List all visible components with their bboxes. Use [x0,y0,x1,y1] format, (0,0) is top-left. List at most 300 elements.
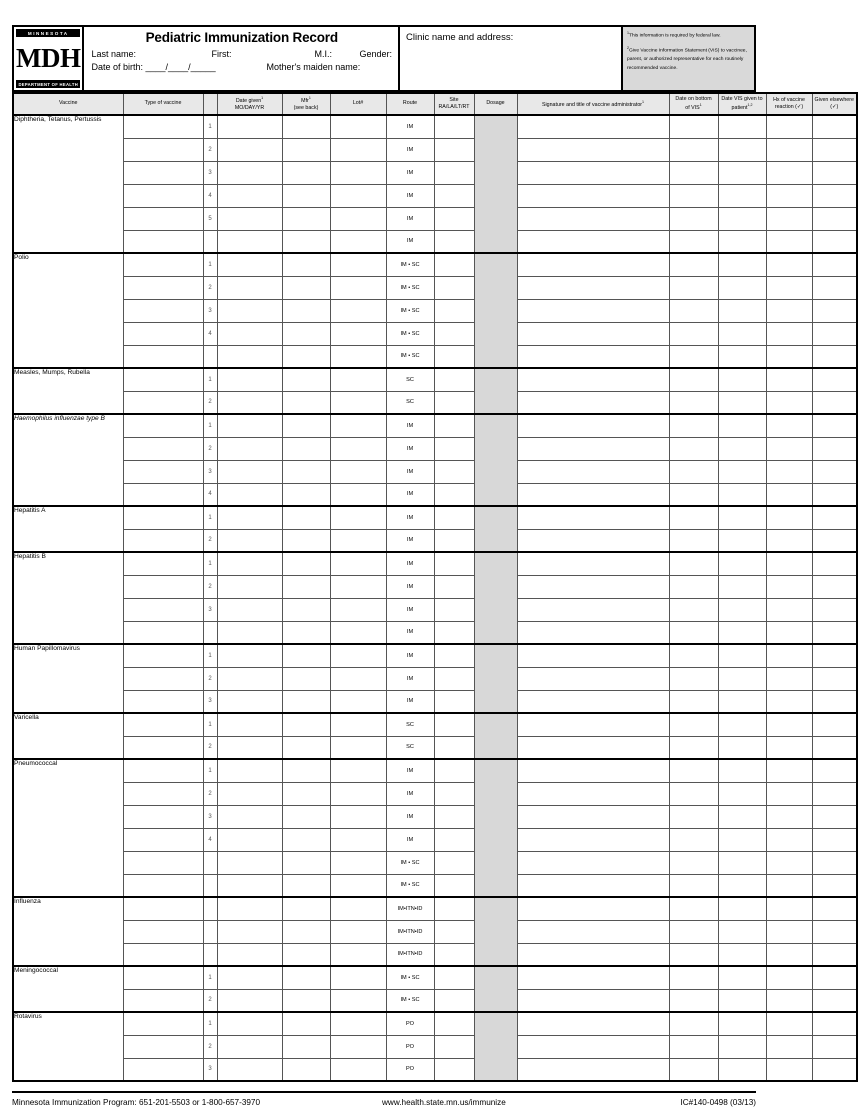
site-cell[interactable] [434,897,474,920]
date-given-cell[interactable] [217,230,282,253]
signature-cell[interactable] [517,253,669,276]
signature-cell[interactable] [517,460,669,483]
site-cell[interactable] [434,920,474,943]
date-on-vis-cell[interactable] [669,506,718,529]
site-cell[interactable] [434,184,474,207]
site-cell[interactable] [434,161,474,184]
given-elsewhere-cell[interactable] [812,943,857,966]
lot-number-cell[interactable] [330,184,386,207]
date-given-cell[interactable] [217,529,282,552]
mfr-cell[interactable] [282,575,330,598]
mfr-cell[interactable] [282,184,330,207]
type-of-vaccine-cell[interactable] [123,943,203,966]
signature-cell[interactable] [517,299,669,322]
date-on-vis-cell[interactable] [669,989,718,1012]
date-vis-given-cell[interactable] [718,782,766,805]
date-given-cell[interactable] [217,138,282,161]
given-elsewhere-cell[interactable] [812,989,857,1012]
hx-reaction-cell[interactable] [766,598,812,621]
given-elsewhere-cell[interactable] [812,529,857,552]
date-vis-given-cell[interactable] [718,322,766,345]
lot-number-cell[interactable] [330,920,386,943]
middle-initial-label[interactable]: M.I.: [314,49,332,59]
mothers-maiden-name-label[interactable]: Mother's maiden name: [266,62,361,72]
mfr-cell[interactable] [282,115,330,138]
type-of-vaccine-cell[interactable] [123,966,203,989]
given-elsewhere-cell[interactable] [812,460,857,483]
date-given-cell[interactable] [217,207,282,230]
date-given-cell[interactable] [217,437,282,460]
date-on-vis-cell[interactable] [669,575,718,598]
site-cell[interactable] [434,713,474,736]
date-on-vis-cell[interactable] [669,138,718,161]
given-elsewhere-cell[interactable] [812,345,857,368]
date-given-cell[interactable] [217,1058,282,1081]
type-of-vaccine-cell[interactable] [123,782,203,805]
given-elsewhere-cell[interactable] [812,713,857,736]
type-of-vaccine-cell[interactable] [123,1035,203,1058]
date-given-cell[interactable] [217,874,282,897]
given-elsewhere-cell[interactable] [812,736,857,759]
site-cell[interactable] [434,1035,474,1058]
date-vis-given-cell[interactable] [718,368,766,391]
date-vis-given-cell[interactable] [718,483,766,506]
first-name-label[interactable]: First: [211,49,232,59]
given-elsewhere-cell[interactable] [812,368,857,391]
site-cell[interactable] [434,1012,474,1035]
date-on-vis-cell[interactable] [669,667,718,690]
date-given-cell[interactable] [217,828,282,851]
signature-cell[interactable] [517,966,669,989]
mfr-cell[interactable] [282,391,330,414]
signature-cell[interactable] [517,621,669,644]
mfr-cell[interactable] [282,529,330,552]
type-of-vaccine-cell[interactable] [123,368,203,391]
date-given-cell[interactable] [217,299,282,322]
given-elsewhere-cell[interactable] [812,552,857,575]
mfr-cell[interactable] [282,828,330,851]
lot-number-cell[interactable] [330,667,386,690]
given-elsewhere-cell[interactable] [812,414,857,437]
mfr-cell[interactable] [282,1035,330,1058]
date-given-cell[interactable] [217,483,282,506]
date-on-vis-cell[interactable] [669,529,718,552]
lot-number-cell[interactable] [330,1035,386,1058]
date-vis-given-cell[interactable] [718,598,766,621]
lot-number-cell[interactable] [330,644,386,667]
type-of-vaccine-cell[interactable] [123,483,203,506]
date-given-cell[interactable] [217,805,282,828]
given-elsewhere-cell[interactable] [812,966,857,989]
mfr-cell[interactable] [282,874,330,897]
date-given-cell[interactable] [217,460,282,483]
site-cell[interactable] [434,230,474,253]
hx-reaction-cell[interactable] [766,713,812,736]
lot-number-cell[interactable] [330,483,386,506]
site-cell[interactable] [434,828,474,851]
hx-reaction-cell[interactable] [766,184,812,207]
date-on-vis-cell[interactable] [669,391,718,414]
date-given-cell[interactable] [217,690,282,713]
hx-reaction-cell[interactable] [766,391,812,414]
given-elsewhere-cell[interactable] [812,874,857,897]
type-of-vaccine-cell[interactable] [123,621,203,644]
type-of-vaccine-cell[interactable] [123,529,203,552]
date-vis-given-cell[interactable] [718,897,766,920]
date-given-cell[interactable] [217,736,282,759]
date-on-vis-cell[interactable] [669,276,718,299]
given-elsewhere-cell[interactable] [812,253,857,276]
signature-cell[interactable] [517,644,669,667]
date-given-cell[interactable] [217,989,282,1012]
signature-cell[interactable] [517,782,669,805]
signature-cell[interactable] [517,690,669,713]
date-vis-given-cell[interactable] [718,414,766,437]
site-cell[interactable] [434,506,474,529]
date-vis-given-cell[interactable] [718,115,766,138]
date-on-vis-cell[interactable] [669,1058,718,1081]
site-cell[interactable] [434,690,474,713]
site-cell[interactable] [434,667,474,690]
date-given-cell[interactable] [217,253,282,276]
date-vis-given-cell[interactable] [718,644,766,667]
date-vis-given-cell[interactable] [718,943,766,966]
type-of-vaccine-cell[interactable] [123,1058,203,1081]
date-vis-given-cell[interactable] [718,920,766,943]
lot-number-cell[interactable] [330,460,386,483]
signature-cell[interactable] [517,759,669,782]
type-of-vaccine-cell[interactable] [123,460,203,483]
hx-reaction-cell[interactable] [766,483,812,506]
given-elsewhere-cell[interactable] [812,667,857,690]
date-on-vis-cell[interactable] [669,414,718,437]
type-of-vaccine-cell[interactable] [123,736,203,759]
site-cell[interactable] [434,414,474,437]
site-cell[interactable] [434,529,474,552]
given-elsewhere-cell[interactable] [812,115,857,138]
date-given-cell[interactable] [217,184,282,207]
site-cell[interactable] [434,782,474,805]
hx-reaction-cell[interactable] [766,621,812,644]
site-cell[interactable] [434,253,474,276]
date-given-cell[interactable] [217,368,282,391]
mfr-cell[interactable] [282,1058,330,1081]
date-given-cell[interactable] [217,575,282,598]
site-cell[interactable] [434,1058,474,1081]
date-given-cell[interactable] [217,759,282,782]
date-given-cell[interactable] [217,598,282,621]
signature-cell[interactable] [517,989,669,1012]
date-vis-given-cell[interactable] [718,207,766,230]
lot-number-cell[interactable] [330,851,386,874]
type-of-vaccine-cell[interactable] [123,598,203,621]
given-elsewhere-cell[interactable] [812,897,857,920]
given-elsewhere-cell[interactable] [812,1058,857,1081]
date-of-birth-field[interactable] [91,62,266,72]
date-given-cell[interactable] [217,667,282,690]
given-elsewhere-cell[interactable] [812,575,857,598]
hx-reaction-cell[interactable] [766,138,812,161]
type-of-vaccine-cell[interactable] [123,230,203,253]
date-on-vis-cell[interactable] [669,736,718,759]
date-vis-given-cell[interactable] [718,345,766,368]
mfr-cell[interactable] [282,230,330,253]
date-on-vis-cell[interactable] [669,874,718,897]
hx-reaction-cell[interactable] [766,207,812,230]
hx-reaction-cell[interactable] [766,368,812,391]
hx-reaction-cell[interactable] [766,644,812,667]
date-on-vis-cell[interactable] [669,437,718,460]
lot-number-cell[interactable] [330,1012,386,1035]
mfr-cell[interactable] [282,782,330,805]
lot-number-cell[interactable] [330,115,386,138]
footer-website[interactable]: www.health.state.mn.us/immunize [382,1098,506,1107]
lot-number-cell[interactable] [330,966,386,989]
site-cell[interactable] [434,322,474,345]
signature-cell[interactable] [517,391,669,414]
lot-number-cell[interactable] [330,552,386,575]
date-given-cell[interactable] [217,161,282,184]
hx-reaction-cell[interactable] [766,759,812,782]
date-vis-given-cell[interactable] [718,575,766,598]
date-on-vis-cell[interactable] [669,299,718,322]
type-of-vaccine-cell[interactable] [123,759,203,782]
given-elsewhere-cell[interactable] [812,299,857,322]
signature-cell[interactable] [517,437,669,460]
date-vis-given-cell[interactable] [718,184,766,207]
given-elsewhere-cell[interactable] [812,483,857,506]
hx-reaction-cell[interactable] [766,529,812,552]
mfr-cell[interactable] [282,897,330,920]
hx-reaction-cell[interactable] [766,943,812,966]
given-elsewhere-cell[interactable] [812,621,857,644]
type-of-vaccine-cell[interactable] [123,552,203,575]
lot-number-cell[interactable] [330,575,386,598]
mfr-cell[interactable] [282,920,330,943]
date-vis-given-cell[interactable] [718,460,766,483]
signature-cell[interactable] [517,184,669,207]
signature-cell[interactable] [517,115,669,138]
date-vis-given-cell[interactable] [718,391,766,414]
date-on-vis-cell[interactable] [669,851,718,874]
hx-reaction-cell[interactable] [766,230,812,253]
date-vis-given-cell[interactable] [718,828,766,851]
site-cell[interactable] [434,345,474,368]
date-given-cell[interactable] [217,966,282,989]
given-elsewhere-cell[interactable] [812,207,857,230]
type-of-vaccine-cell[interactable] [123,989,203,1012]
mfr-cell[interactable] [282,759,330,782]
date-vis-given-cell[interactable] [718,805,766,828]
lot-number-cell[interactable] [330,713,386,736]
hx-reaction-cell[interactable] [766,322,812,345]
date-on-vis-cell[interactable] [669,621,718,644]
type-of-vaccine-cell[interactable] [123,437,203,460]
site-cell[interactable] [434,851,474,874]
type-of-vaccine-cell[interactable] [123,184,203,207]
site-cell[interactable] [434,368,474,391]
signature-cell[interactable] [517,897,669,920]
date-on-vis-cell[interactable] [669,598,718,621]
signature-cell[interactable] [517,805,669,828]
signature-cell[interactable] [517,1058,669,1081]
date-vis-given-cell[interactable] [718,851,766,874]
hx-reaction-cell[interactable] [766,1035,812,1058]
date-given-cell[interactable] [217,322,282,345]
mfr-cell[interactable] [282,437,330,460]
hx-reaction-cell[interactable] [766,667,812,690]
lot-number-cell[interactable] [330,207,386,230]
date-on-vis-cell[interactable] [669,230,718,253]
hx-reaction-cell[interactable] [766,736,812,759]
date-vis-given-cell[interactable] [718,966,766,989]
mfr-cell[interactable] [282,414,330,437]
type-of-vaccine-cell[interactable] [123,161,203,184]
hx-reaction-cell[interactable] [766,414,812,437]
lot-number-cell[interactable] [330,989,386,1012]
mfr-cell[interactable] [282,138,330,161]
hx-reaction-cell[interactable] [766,1012,812,1035]
given-elsewhere-cell[interactable] [812,276,857,299]
date-on-vis-cell[interactable] [669,184,718,207]
date-on-vis-cell[interactable] [669,207,718,230]
given-elsewhere-cell[interactable] [812,391,857,414]
type-of-vaccine-cell[interactable] [123,115,203,138]
date-given-cell[interactable] [217,644,282,667]
date-vis-given-cell[interactable] [718,437,766,460]
mfr-cell[interactable] [282,161,330,184]
last-name-label[interactable]: Last name: [91,49,137,59]
site-cell[interactable] [434,989,474,1012]
date-on-vis-cell[interactable] [669,805,718,828]
date-vis-given-cell[interactable] [718,506,766,529]
date-vis-given-cell[interactable] [718,299,766,322]
given-elsewhere-cell[interactable] [812,506,857,529]
hx-reaction-cell[interactable] [766,552,812,575]
given-elsewhere-cell[interactable] [812,1035,857,1058]
hx-reaction-cell[interactable] [766,920,812,943]
signature-cell[interactable] [517,276,669,299]
hx-reaction-cell[interactable] [766,782,812,805]
date-given-cell[interactable] [217,115,282,138]
date-vis-given-cell[interactable] [718,690,766,713]
given-elsewhere-cell[interactable] [812,230,857,253]
type-of-vaccine-cell[interactable] [123,897,203,920]
lot-number-cell[interactable] [330,276,386,299]
date-on-vis-cell[interactable] [669,943,718,966]
date-on-vis-cell[interactable] [669,1012,718,1035]
signature-cell[interactable] [517,920,669,943]
hx-reaction-cell[interactable] [766,161,812,184]
given-elsewhere-cell[interactable] [812,644,857,667]
mfr-cell[interactable] [282,207,330,230]
lot-number-cell[interactable] [330,345,386,368]
given-elsewhere-cell[interactable] [812,184,857,207]
hx-reaction-cell[interactable] [766,437,812,460]
lot-number-cell[interactable] [330,598,386,621]
date-vis-given-cell[interactable] [718,736,766,759]
site-cell[interactable] [434,598,474,621]
signature-cell[interactable] [517,736,669,759]
signature-cell[interactable] [517,483,669,506]
given-elsewhere-cell[interactable] [812,920,857,943]
mfr-cell[interactable] [282,736,330,759]
signature-cell[interactable] [517,368,669,391]
mfr-cell[interactable] [282,483,330,506]
date-given-cell[interactable] [217,345,282,368]
hx-reaction-cell[interactable] [766,828,812,851]
hx-reaction-cell[interactable] [766,345,812,368]
signature-cell[interactable] [517,851,669,874]
site-cell[interactable] [434,759,474,782]
date-given-cell[interactable] [217,1035,282,1058]
mfr-cell[interactable] [282,253,330,276]
signature-cell[interactable] [517,161,669,184]
site-cell[interactable] [434,138,474,161]
date-on-vis-cell[interactable] [669,828,718,851]
type-of-vaccine-cell[interactable] [123,920,203,943]
hx-reaction-cell[interactable] [766,460,812,483]
date-given-cell[interactable] [217,920,282,943]
lot-number-cell[interactable] [330,506,386,529]
date-vis-given-cell[interactable] [718,230,766,253]
given-elsewhere-cell[interactable] [812,805,857,828]
signature-cell[interactable] [517,575,669,598]
date-given-cell[interactable] [217,713,282,736]
signature-cell[interactable] [517,598,669,621]
type-of-vaccine-cell[interactable] [123,805,203,828]
lot-number-cell[interactable] [330,805,386,828]
date-on-vis-cell[interactable] [669,966,718,989]
date-given-cell[interactable] [217,391,282,414]
date-on-vis-cell[interactable] [669,253,718,276]
given-elsewhere-cell[interactable] [812,322,857,345]
date-vis-given-cell[interactable] [718,1035,766,1058]
mfr-cell[interactable] [282,552,330,575]
date-given-cell[interactable] [217,1012,282,1035]
lot-number-cell[interactable] [330,874,386,897]
date-given-cell[interactable] [217,851,282,874]
date-on-vis-cell[interactable] [669,897,718,920]
date-vis-given-cell[interactable] [718,621,766,644]
date-vis-given-cell[interactable] [718,552,766,575]
hx-reaction-cell[interactable] [766,575,812,598]
site-cell[interactable] [434,736,474,759]
date-vis-given-cell[interactable] [718,276,766,299]
signature-cell[interactable] [517,345,669,368]
hx-reaction-cell[interactable] [766,276,812,299]
lot-number-cell[interactable] [330,299,386,322]
lot-number-cell[interactable] [330,759,386,782]
date-vis-given-cell[interactable] [718,874,766,897]
hx-reaction-cell[interactable] [766,989,812,1012]
signature-cell[interactable] [517,138,669,161]
lot-number-cell[interactable] [330,391,386,414]
hx-reaction-cell[interactable] [766,506,812,529]
site-cell[interactable] [434,575,474,598]
signature-cell[interactable] [517,506,669,529]
date-vis-given-cell[interactable] [718,1058,766,1081]
type-of-vaccine-cell[interactable] [123,851,203,874]
signature-cell[interactable] [517,874,669,897]
signature-cell[interactable] [517,943,669,966]
date-on-vis-cell[interactable] [669,920,718,943]
type-of-vaccine-cell[interactable] [123,644,203,667]
date-given-cell[interactable] [217,552,282,575]
mfr-cell[interactable] [282,805,330,828]
mfr-cell[interactable] [282,368,330,391]
mfr-cell[interactable] [282,1012,330,1035]
